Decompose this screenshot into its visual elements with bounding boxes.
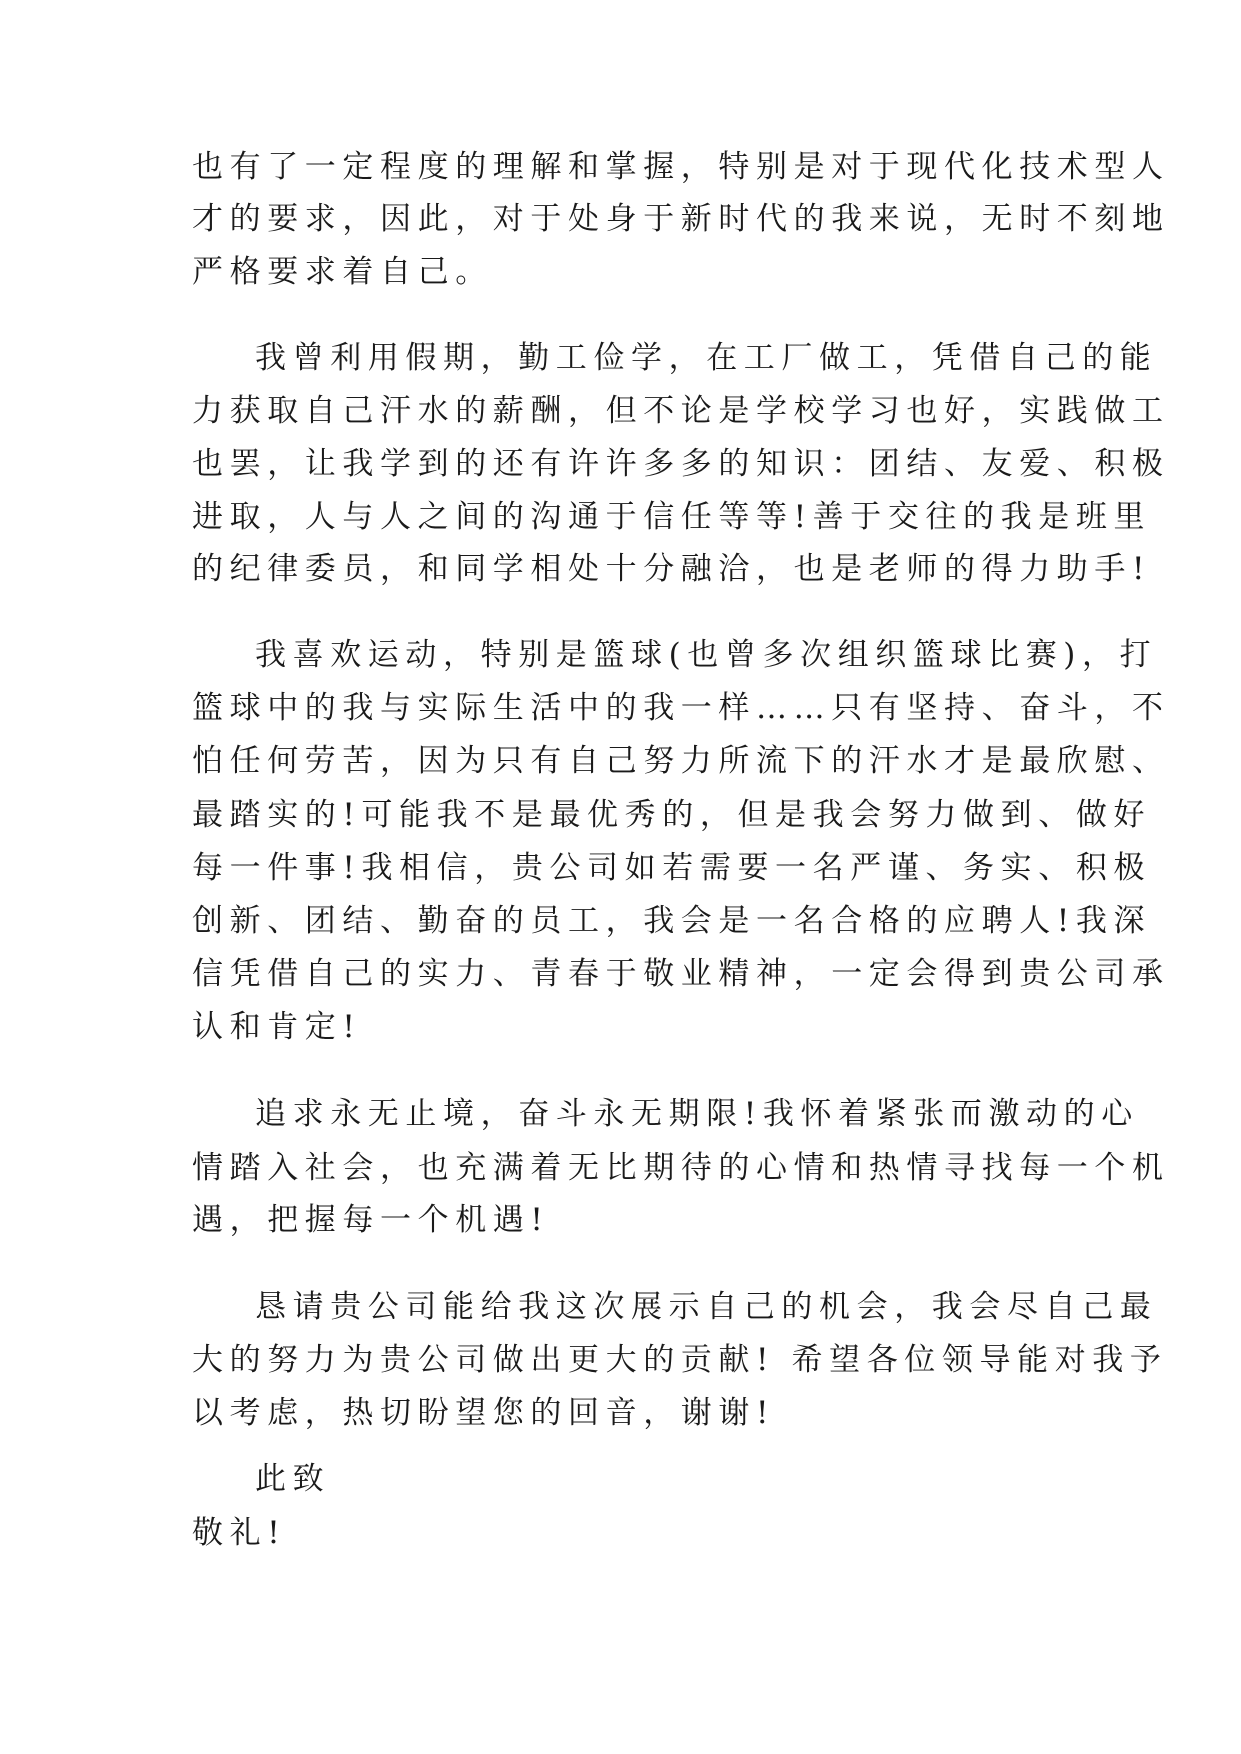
closing-regards: 敬礼!	[192, 1515, 287, 1551]
text-line: 最踏实的!可能我不是最优秀的，但是我会努力做到、做好	[192, 797, 1152, 833]
text-line: 篮球中的我与实际生活中的我一样……只有坚持、奋斗，不	[192, 690, 1170, 726]
text-line: 认和肯定!	[192, 1009, 362, 1045]
text-line: 我喜欢运动，特别是篮球(也曾多次组织篮球比赛)，打	[255, 637, 1158, 673]
text-line: 大的努力为贵公司做出更大的贡献! 希望各位领导能对我予	[192, 1342, 1168, 1378]
text-line: 追求永无止境，奋斗永无期限!我怀着紧张而激动的心	[255, 1096, 1139, 1132]
text-line: 怕任何劳苦，因为只有自己努力所流下的汗水才是最欣慰、	[192, 743, 1170, 779]
text-line: 以考虑，热切盼望您的回音，谢谢!	[192, 1395, 776, 1431]
text-line: 才的要求，因此，对于处身于新时代的我来说，无时不刻地	[192, 201, 1170, 237]
text-line: 我曾利用假期，勤工俭学，在工厂做工，凭借自己的能	[255, 340, 1158, 376]
text-line: 信凭借自己的实力、青春于敬业精神，一定会得到贵公司承	[192, 956, 1170, 992]
text-line: 遇，把握每一个机遇!	[192, 1202, 550, 1238]
text-line: 的纪律委员，和同学相处十分融洽，也是老师的得力助手!	[192, 551, 1152, 587]
text-line: 也有了一定程度的理解和掌握，特别是对于现代化技术型人	[192, 149, 1170, 185]
closing-salutation: 此致	[255, 1461, 331, 1497]
text-line: 恳请贵公司能给我这次展示自己的机会，我会尽自己最	[255, 1289, 1158, 1325]
text-line: 进取，人与人之间的沟通于信任等等!善于交往的我是班里	[192, 499, 1152, 535]
text-line: 情踏入社会，也充满着无比期待的心情和热情寻找每一个机	[192, 1150, 1170, 1186]
text-line: 每一件事!我相信，贵公司如若需要一名严谨、务实、积极	[192, 850, 1152, 886]
text-line: 力获取自己汗水的薪酬，但不论是学校学习也好，实践做工	[192, 393, 1170, 429]
text-line: 严格要求着自己。	[192, 254, 493, 290]
text-line: 也罢，让我学到的还有许许多多的知识：团结、友爱、积极	[192, 446, 1170, 482]
text-line: 创新、团结、勤奋的员工，我会是一名合格的应聘人!我深	[192, 903, 1152, 939]
